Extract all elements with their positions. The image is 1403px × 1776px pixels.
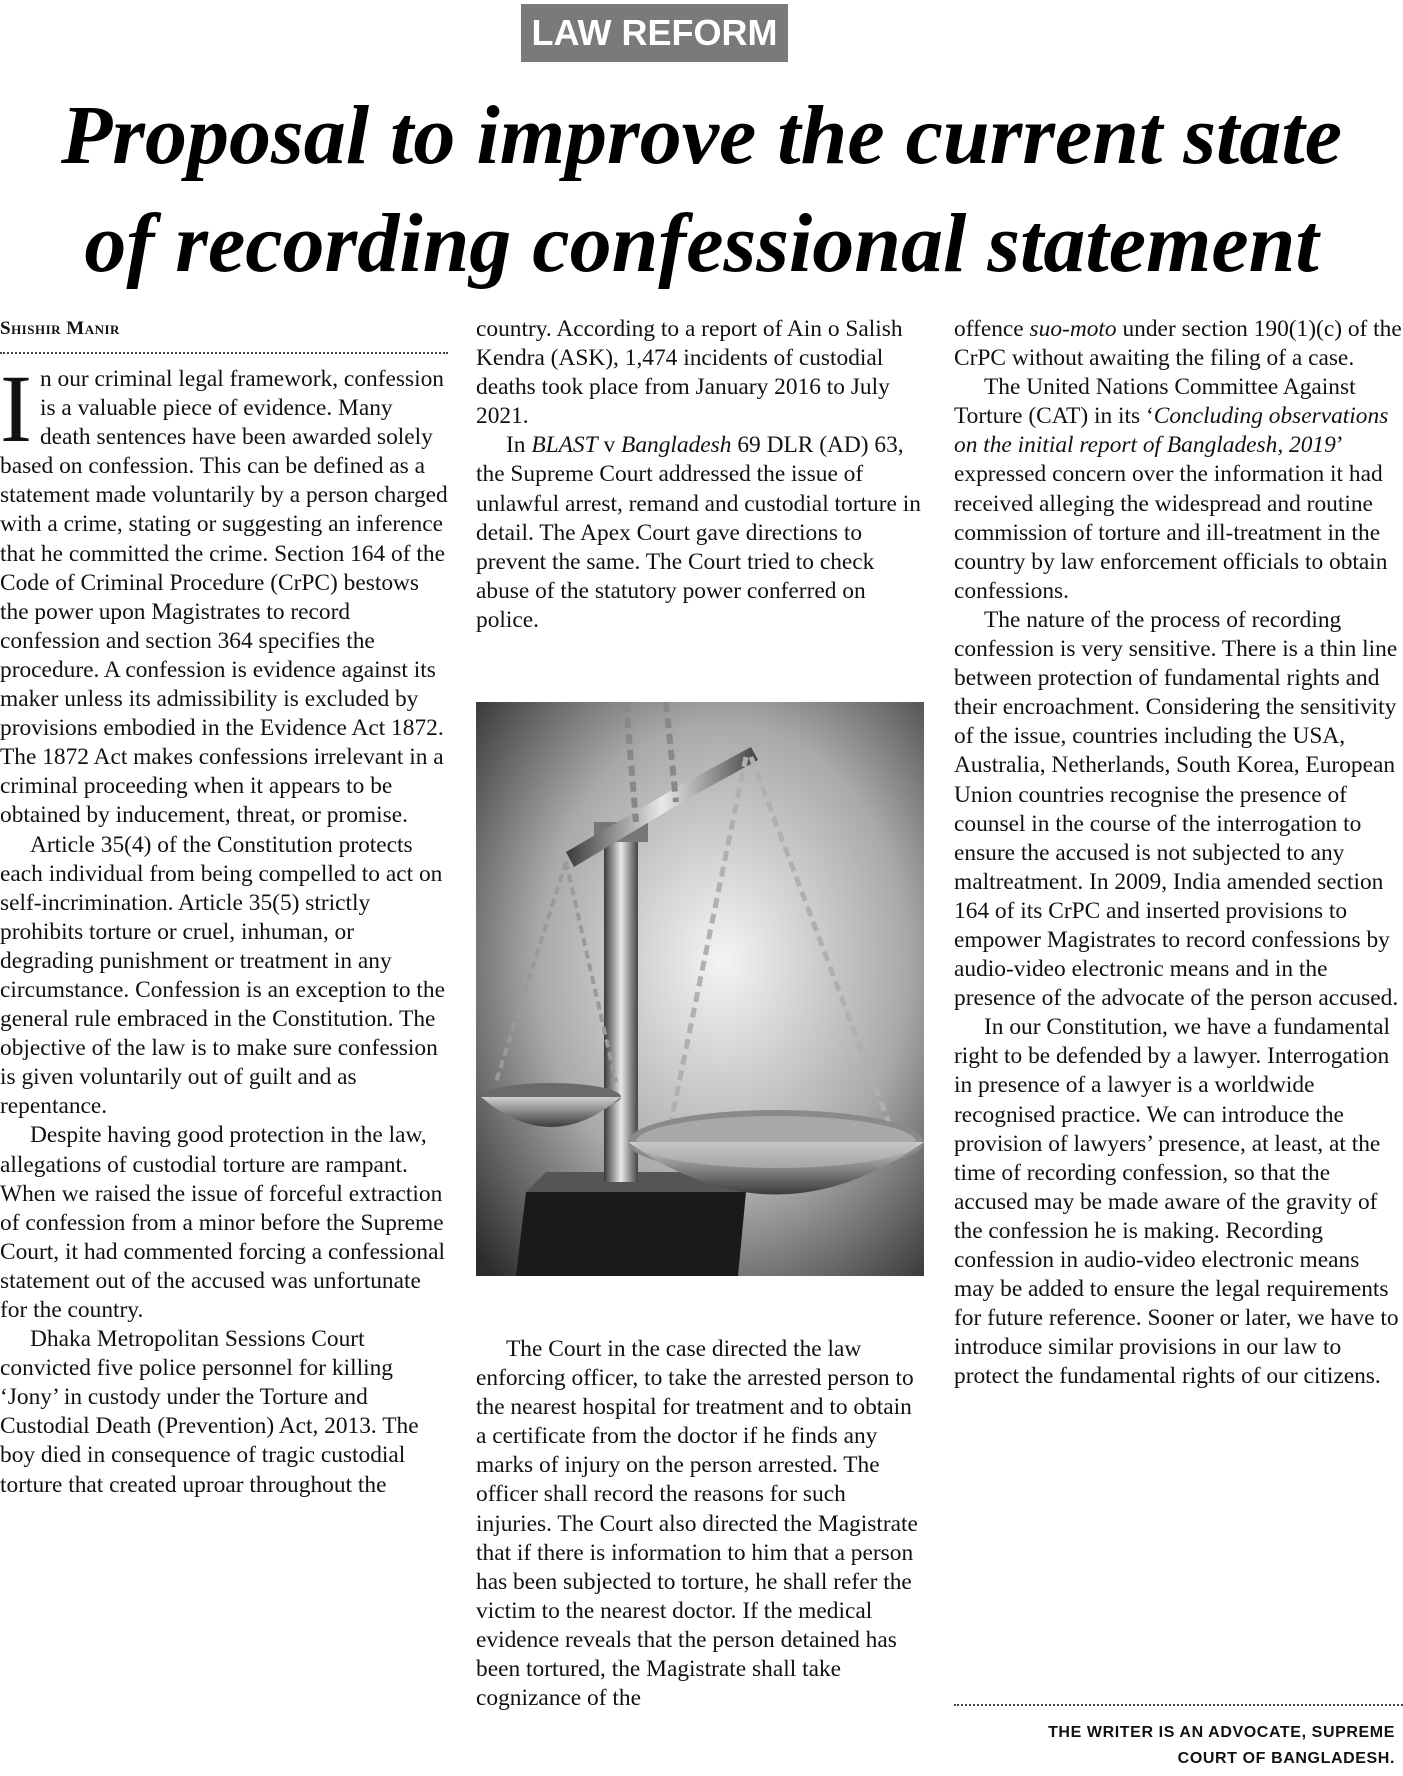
column-2 xyxy=(476,315,926,635)
paragraph: The nature of the process of recording confession is very sensitive. There is a thin line between protection of fundamental rights and their encroachment. Considering the sensitivity of the issue, countries including the USA, Australia, Netherlands, South Korea, European Union countries recognise the presence of counsel in the course of the interrogation to ensure the accused is not subjected to any maltreatment. In 2009, India amended section 164 of its CrPC and inserted provisions to empower Magistrates to record confessions by audio-video electronic means and in the presence of the advocate of the person accused. xyxy=(954,606,1399,1012)
drop-cap: I xyxy=(0,355,32,462)
writer-note: THE WRITER IS AN ADVOCATE, SUPREME COURT OF BANGLADESH. xyxy=(1048,1724,1395,1767)
paragraph: offence suo-moto under section 190(1)(c) of the CrPC without awaiting the filing of a case. xyxy=(954,316,1402,372)
column-2-continued xyxy=(476,1335,926,1713)
footer-divider xyxy=(954,1704,1403,1706)
paragraph: country. According to a report of Ain o Salish Kendra (ASK), 1,474 incidents of custodial deaths took place from January 2016 to July 2021. xyxy=(476,316,903,430)
paragraph: The United Nations Committee Against Torture (CAT) in its ‘Concluding observations on the initial report of Bangladesh, 2019’ expressed concern over the information it had received alleging the widespread and routine commission of torture and ill-treatment in the country by law enforcement officials to obtain confessions. xyxy=(954,374,1389,604)
scales-of-justice-photo xyxy=(476,702,924,1276)
column-1 xyxy=(0,355,448,1500)
headline xyxy=(0,82,1403,298)
paragraph: Dhaka Metropolitan Sessions Court convicted five police personnel for killing ‘Jony’ in custody under the Torture and Custodial Death (Prevention) Act, 2013. The boy died in consequence of tragic custodial torture that created uproar throughout the xyxy=(0,1326,419,1498)
headline-line-2: of recording confessional statement xyxy=(84,197,1319,290)
paragraph: In BLAST v Bangladesh 69 DLR (AD) 63, the Supreme Court addressed the issue of unlawful arrest, remand and custodial torture in detail. The Apex Court gave directions to prevent the same. The Court tried to check abuse of the statutory power conferred on police. xyxy=(476,432,921,633)
paragraph: The Court in the case directed the law enforcing officer, to take the arrested person to the nearest hospital for treatment and to obtain a certificate from the doctor if he finds any marks of injury on the person arrested. The officer shall record the reasons for such injuries. The Court also directed the Magistrate that if there is information to him that a person has been subjected to torture, he shall refer the victim to the nearest doctor. If the medical evidence reveals that the person detained has been tortured, the Magistrate shall take cognizance of the xyxy=(476,1336,918,1712)
paragraph: Despite having good protection in the law, allegations of custodial torture are rampant. When we raised the issue of forceful extraction of confession from a minor before the Supreme Court, it had commented forcing a confessional statement out of the accused was unfortunate for the country. xyxy=(0,1122,445,1323)
scales-of-justice-icon xyxy=(476,702,924,1276)
byline-divider xyxy=(0,352,448,354)
headline-line-1: Proposal to improve the current state xyxy=(61,89,1342,182)
paragraph: In our criminal legal framework, confession is a valuable piece of evidence. Many death sentences have been awarded solely based on confession. This can be defined as a statement made voluntarily by a person charged with a crime, stating or suggesting an inference that he committed the crime. Section 164 of the Code of Criminal Procedure (CrPC) bestows the power upon Magistrates to record confession and section 364 specifies the procedure. A confession is evidence against its maker unless its admissibility is excluded by provisions embodied in the Evidence Act 1872. The 1872 Act makes confessions irrelevant in a criminal proceeding when it appears to be obtained by inducement, threat, or promise. xyxy=(0,355,448,829)
paragraph: Article 35(4) of the Constitution protects each individual from being compelled to act on self-incrimination. Article 35(5) strictly prohibits torture or cruel, inhuman, or degrading punishment or treatment in any circumstance. Confession is an exception to the general rule embraced in the Constitution. The objective of the law is to make sure confession is given voluntarily out of guilt and as repentance. xyxy=(0,831,445,1120)
section-tag: LAW REFORM xyxy=(521,4,788,62)
byline: Shishir Manir xyxy=(0,318,120,339)
paragraph: In our Constitution, we have a fundamental right to be defended by a lawyer. Interrogation in presence of a lawyer is a worldwide recognised practice. We can introduce the provision of lawyers’ presence, at least, at the time of recording confession, so that the accused may be made aware of the gravity of the confession he is making. Recording confession in audio-video electronic means may be added to ensure the legal requirements for future reference. Sooner or later, we have to introduce similar provisions in our law to protect the fundamental rights of our citizens. xyxy=(954,1014,1399,1390)
column-3 xyxy=(954,315,1403,1391)
